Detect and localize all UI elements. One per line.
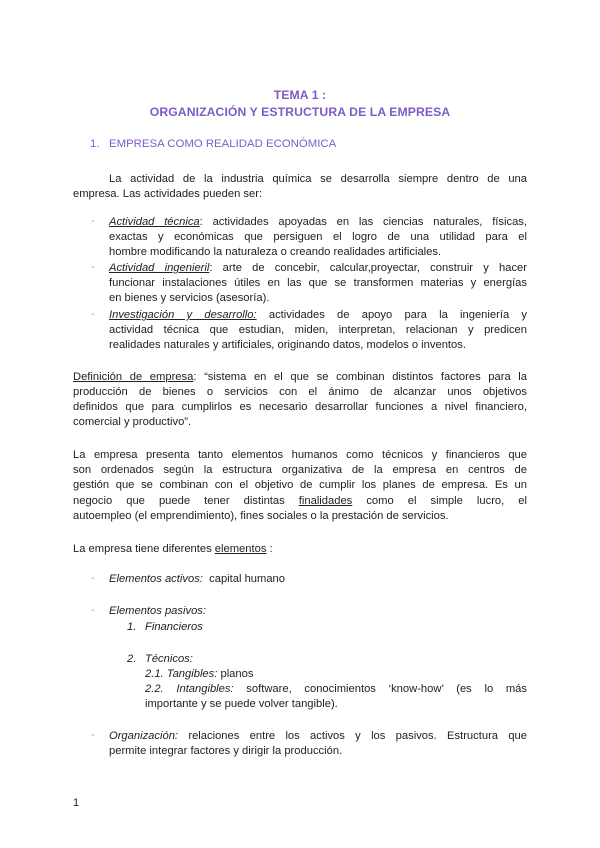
intangibles-item-line-1: 2.2. Intangibles: software, conocimientos ‘know-how’ (es lo más [145,683,527,695]
activity-tecnica-line-1: Actividad técnica: actividades apoyadas en las ciencias naturales, físicas, [109,216,528,228]
paragraph2-line-4: negocio que puede tener distintas finalidades como el simple lucro, el [73,495,528,507]
intro-line-2: empresa. Las actividades pueden ser: [73,188,263,200]
organizacion-label: Organización: [109,730,179,742]
section-number: 1. [90,138,100,150]
bullet-dash: - [91,572,95,584]
activity-tecnica-line-3: hombre modificando la naturaleza o creando realidades artificiales. [109,246,442,258]
bullet-dash: - [91,215,95,227]
activity-ingenieril-line-3: en bienes y servicios (asesoría). [109,292,270,304]
definition-line-4: comercial y productivo”. [73,416,192,428]
topic-number: TEMA 1 : [273,88,327,102]
elementos-activos: Elementos activos: capital humano [109,573,285,585]
activity-term: Investigación y desarrollo: [109,309,257,321]
definition-line-1: Definición de empresa: “sistema en el que se combinan distintos factores para la [73,371,527,383]
activity-term: Actividad ingenieril [109,262,210,274]
activity-tecnica-line-2: exactas y económicas que persiguen el logro de una utilidad para el [109,231,527,243]
intangibles-item-line-2: importante y se puede volver tangible). [145,698,338,710]
definition-line-2: producción de bienes o servicios con el ánimo de alcanzar unos objetivos [73,386,527,398]
paragraph2-line-2: son ordenados según la estructura organizativa de la empresa en centros de [73,464,527,476]
bullet-dash: - [91,261,95,273]
activity-investigacion-line-2: actividad técnica que estudian, miden, interpretan, relacionan y predicen [109,324,527,336]
definition-line-3: definidos que para cumplirlos es necesario desarrollar funciones a nivel financiero, [73,401,527,413]
activity-term: Actividad técnica [109,216,200,228]
elementos-pasivos-label: Elementos pasivos: [109,605,207,617]
organizacion-line-2: permite integrar factores y dirigir la producción. [109,745,343,757]
paragraph2-line-5: autoempleo (el emprendimiento), fines sociales o la prestación de servicios. [73,510,449,522]
page-title: ORGANIZACIÓN Y ESTRUCTURA DE LA EMPRESA [149,105,451,119]
financieros-label: Financieros [145,621,203,633]
elements-intro: La empresa tiene diferentes elementos : [73,543,273,555]
organizacion-line-1: Organización: relaciones entre los activos y los pasivos. Estructura que [109,730,527,742]
page-number: 1 [73,797,80,809]
intangibles-label: 2.2. Intangibles: [145,683,234,695]
bullet-dash: - [91,308,95,320]
paragraph2-line-1: La empresa presenta tanto elementos humanos como técnicos y financieros que [73,449,527,461]
elementos-term: elementos [214,543,267,555]
finalidades-term: finalidades [298,495,353,507]
bullet-dash: - [91,604,95,616]
intro-line-1: La actividad de la industria química se desarrolla siempre dentro de una [109,173,527,185]
tangibles-label: 2.1. Tangibles: [145,668,218,680]
activity-ingenieril-line-2: funcionar instalaciones útiles en las que se transformen materias y energías [109,277,527,289]
activity-investigacion-line-3: realidades naturales y artificiales, originando datos, modelos o inventos. [109,339,466,351]
paragraph2-line-3: gestión que se combinan con el objetivo de cumplir los planes de empresa. Es un [73,479,527,491]
activity-ingenieril-line-1: Actividad ingenieril: arte de concebir, calcular,proyectar, construir y hacer [109,262,527,274]
section-label: EMPRESA COMO REALIDAD ECONÓMICA [109,138,337,150]
elementos-activos-label: Elementos activos: [109,573,203,585]
activity-investigacion-line-1: Investigación y desarrollo: actividades de apoyo para la ingeniería y [109,309,527,321]
tecnicos-label: Técnicos: [145,653,193,665]
definition-term: Definición de empresa [73,371,194,383]
bullet-dash: - [91,729,95,741]
tangibles-item: 2.1. Tangibles: planos [145,668,254,680]
financieros-number: 1. [127,621,137,633]
tecnicos-number: 2. [127,653,137,665]
section-heading [90,138,336,150]
